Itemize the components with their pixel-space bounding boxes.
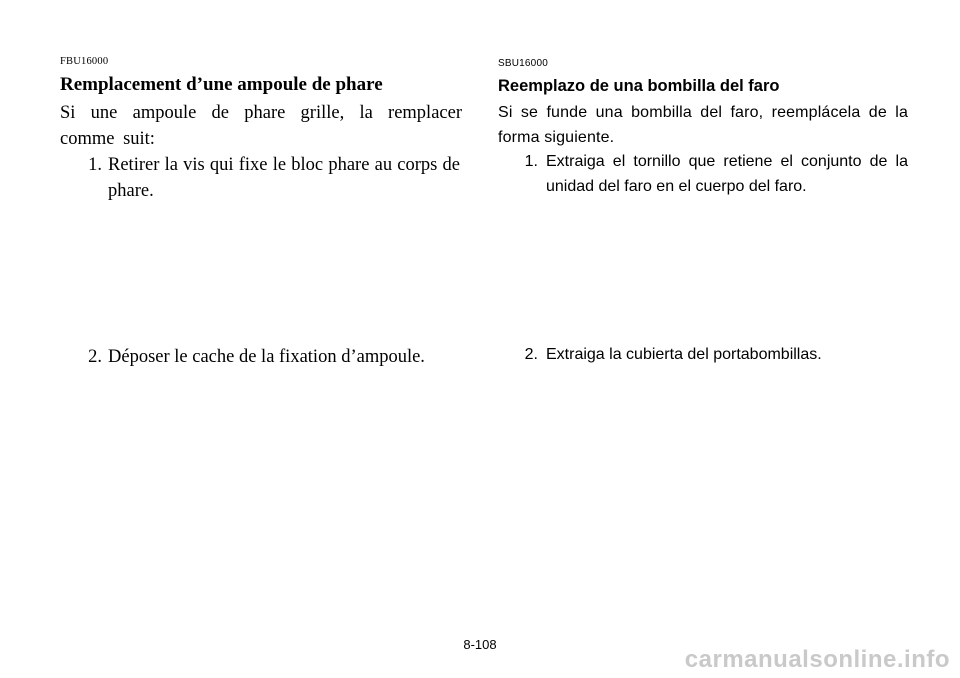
section-code: SBU16000 xyxy=(498,58,548,69)
step-number: 1. xyxy=(88,155,102,175)
section-code: FBU16000 xyxy=(60,56,109,67)
page-number: 8-108 xyxy=(463,637,497,652)
step-number: 2. xyxy=(524,346,538,363)
watermark: carmanualsonline.info xyxy=(684,646,950,673)
intro-paragraph: Si se funde una bombilla del faro, reemplácela de la forma siguiente. xyxy=(498,104,908,146)
step-text: Retirer la vis qui fixe le bloc phare au corps de phare. xyxy=(108,155,460,201)
step-2 xyxy=(498,343,908,368)
intro-paragraph: Si une ampoule de phare grille, la remplacer comme suit: xyxy=(60,103,462,149)
section-heading: Reemplazo de una bombilla del faro xyxy=(498,77,780,95)
section-heading: Remplacement d’une ampoule de phare xyxy=(60,74,383,95)
step-text: Extraiga la cubierta del portabombillas. xyxy=(546,346,822,363)
step-text: Extraiga el tornillo que retiene el conjunto de la unidad del faro en el cuerpo del faro. xyxy=(546,153,908,195)
step-text: Déposer le cache de la fixation d’ampoule. xyxy=(108,347,425,367)
step-number: 2. xyxy=(88,347,102,367)
step-number: 1. xyxy=(524,153,538,170)
step-2 xyxy=(60,344,460,370)
step-1 xyxy=(60,152,460,204)
step-1 xyxy=(498,150,908,199)
